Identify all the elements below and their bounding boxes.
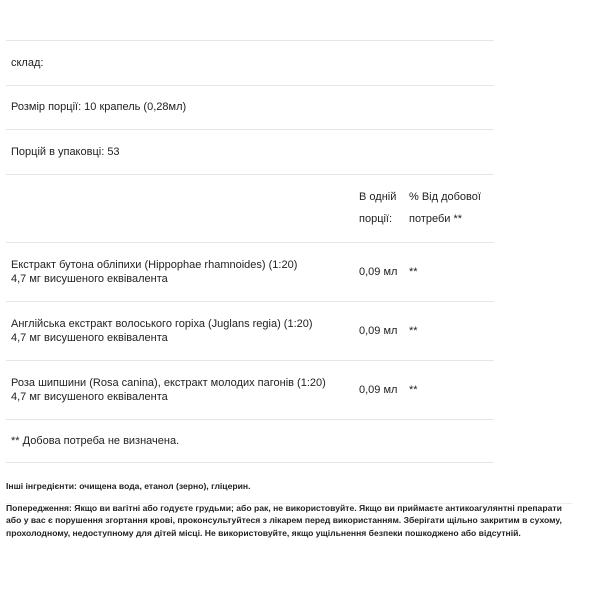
ingredient-name-cell — [11, 258, 351, 286]
ingredient-daily-value: ** — [409, 325, 418, 337]
ingredient-name: Роза шипшини (Rosa canina), екстракт молодих пагонів (1:20) — [11, 376, 326, 389]
ingredient-name: Англійська екстракт волоського горіха (Juglans regia) (1:20) — [11, 317, 313, 330]
dv-header-line1: % Від добової — [409, 190, 481, 203]
composition-row — [6, 40, 494, 85]
amount-per-serving-header — [359, 186, 404, 230]
daily-value-header — [409, 186, 494, 230]
ingredient-daily-value: ** — [409, 384, 418, 396]
ingredient-name-cell — [11, 376, 351, 404]
ingredient-row — [6, 242, 494, 301]
ingredient-amount: 0,09 мл — [359, 266, 398, 278]
divider — [6, 503, 572, 504]
daily-value-footnote: ** Добова потреба не визначена. — [11, 434, 180, 447]
servings-per-container: Порцій в упаковці: 53 — [11, 145, 120, 158]
dv-header-line2: потреби ** — [409, 212, 463, 225]
footnote-row — [6, 419, 494, 463]
ingredient-detail: 4,7 мг висушеного еквівалента — [11, 272, 168, 285]
composition-label: склад: — [11, 56, 44, 69]
warning-text: Попередження: Якщо ви вагітні або годуєте грудьми; або рак, не використовуйте. Якщо ви приймаєте антикоагулянтні препарати або у вас є порушення згортання крові, проконсультуйтеся з лікарем перед використанням. Зберігати щільно закритим в сухому, прохолодному, недоступному для дітей місці. Не використовуйте, якщо ущільнення безпеки пошкоджено або відсутній. — [6, 502, 562, 538]
ingredient-daily-value: ** — [409, 266, 418, 278]
other-info — [6, 480, 576, 548]
ingredient-amount: 0,09 мл — [359, 384, 398, 396]
amount-header-line1: В одній — [359, 190, 397, 203]
table-header-row — [6, 174, 494, 242]
ingredient-name-cell — [11, 317, 351, 345]
serving-size-row — [6, 85, 494, 130]
ingredient-amount: 0,09 мл — [359, 325, 398, 337]
amount-header-line2: порції: — [359, 212, 393, 225]
ingredient-name: Екстракт бутона обліпихи (Hippophae rhamnoides) (1:20) — [11, 258, 298, 271]
servings-per-container-row — [6, 129, 494, 174]
ingredient-detail: 4,7 мг висушеного еквівалента — [11, 331, 168, 344]
serving-size: Розмір порції: 10 крапель (0,28мл) — [11, 101, 187, 114]
ingredient-detail: 4,7 мг висушеного еквівалента — [11, 390, 168, 403]
ingredient-row — [6, 301, 494, 360]
supplement-facts-table — [6, 40, 494, 463]
ingredient-row — [6, 360, 494, 419]
other-ingredients: Інші інгредієнти: очищена вода, етанол (зерно), гліцерин. — [6, 481, 251, 491]
